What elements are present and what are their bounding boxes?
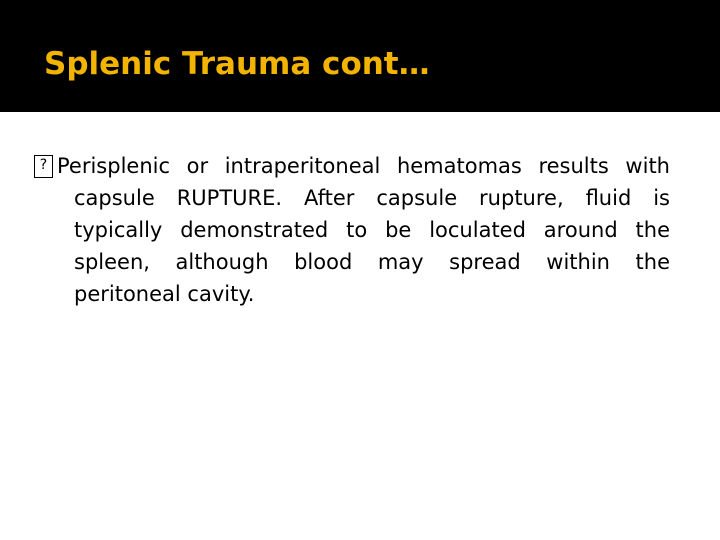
bullet-text: Perisplenic or intraperitoneal hematomas results with capsule RUPTURE. After capsule rupture, fluid is typically demonstrated to be loculated around the spleen, although blood may spread within the peritoneal cavity. (57, 154, 670, 306)
slide-title: Splenic Trauma cont… (44, 46, 430, 82)
bullet-item (34, 150, 670, 310)
bullet-marker-icon: ? (34, 155, 53, 178)
slide-content (34, 150, 670, 310)
title-bar (0, 0, 720, 112)
